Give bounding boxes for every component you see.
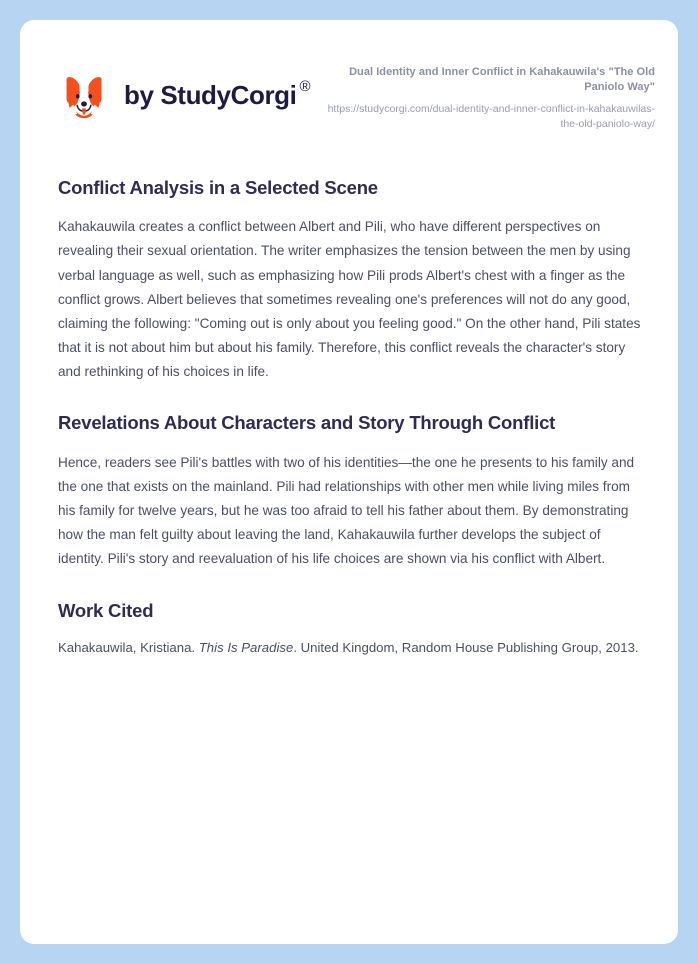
section-heading: Revelations About Characters and Story Through Conflict — [58, 412, 556, 434]
brand-name-label: by StudyCorgi — [124, 80, 297, 110]
work-cited-heading: Work Cited — [58, 599, 154, 621]
section-revelations — [58, 411, 648, 571]
header-document-meta — [325, 65, 655, 133]
brand-logo-group — [58, 69, 310, 121]
corgi-logo-icon — [58, 69, 110, 121]
document-header — [20, 20, 678, 140]
document-url[interactable]: https://studycorgi.com/dual-identity-and-inner-conflict-in-kahakauwilas-the-old-paniolo-way/ — [327, 103, 655, 131]
section-work-cited — [58, 599, 648, 660]
citation-entry — [58, 636, 648, 660]
section-paragraph: Kahakauwila creates a conflict between Albert and Pili, who have different perspectives on revealing their sexual orientation. The writer emphasizes the tension between the men by using verbal language as well, such as emphasizing how Pili prods Albert's chest with a finger as the conflict grows. Albert believes that sometimes revealing one's preferences will not do any good, claiming the following: "Coming out is only about you feeling good." On the other hand, Pili states that it is not about him but about his family. Therefore, this conflict reveals the character's story and rethinking of his choices in life. — [58, 219, 641, 380]
brand-name-text — [124, 78, 311, 110]
citation-author: Kahakauwila, Kristiana. — [58, 639, 199, 655]
document-title: Dual Identity and Inner Conflict in Kahakauwila's "The Old Paniolo Way" — [349, 66, 655, 93]
document-content — [58, 176, 648, 659]
section-conflict-analysis — [58, 176, 648, 384]
citation-publication: . United Kingdom, Random House Publishing Group, 2013. — [293, 639, 639, 655]
section-heading: Conflict Analysis in a Selected Scene — [58, 177, 378, 198]
registered-trademark-icon: ® — [299, 78, 311, 96]
citation-work-title: This Is Paradise — [198, 639, 294, 655]
section-paragraph: Hence, readers see Pili's battles with two of his identities—the one he presents to his family and the one that exists on the mainland. Pili had relationships with other men while living miles from his family for twelve years, but he was too afraid to tell his father about them. By demonstrating how the man felt guilty about leaving the land, Kahakauwila further develops the subject of identity. Pili's story and reevaluation of his life choices are shown via his conflict with Albert. — [58, 454, 635, 567]
document-page-card — [20, 20, 678, 944]
